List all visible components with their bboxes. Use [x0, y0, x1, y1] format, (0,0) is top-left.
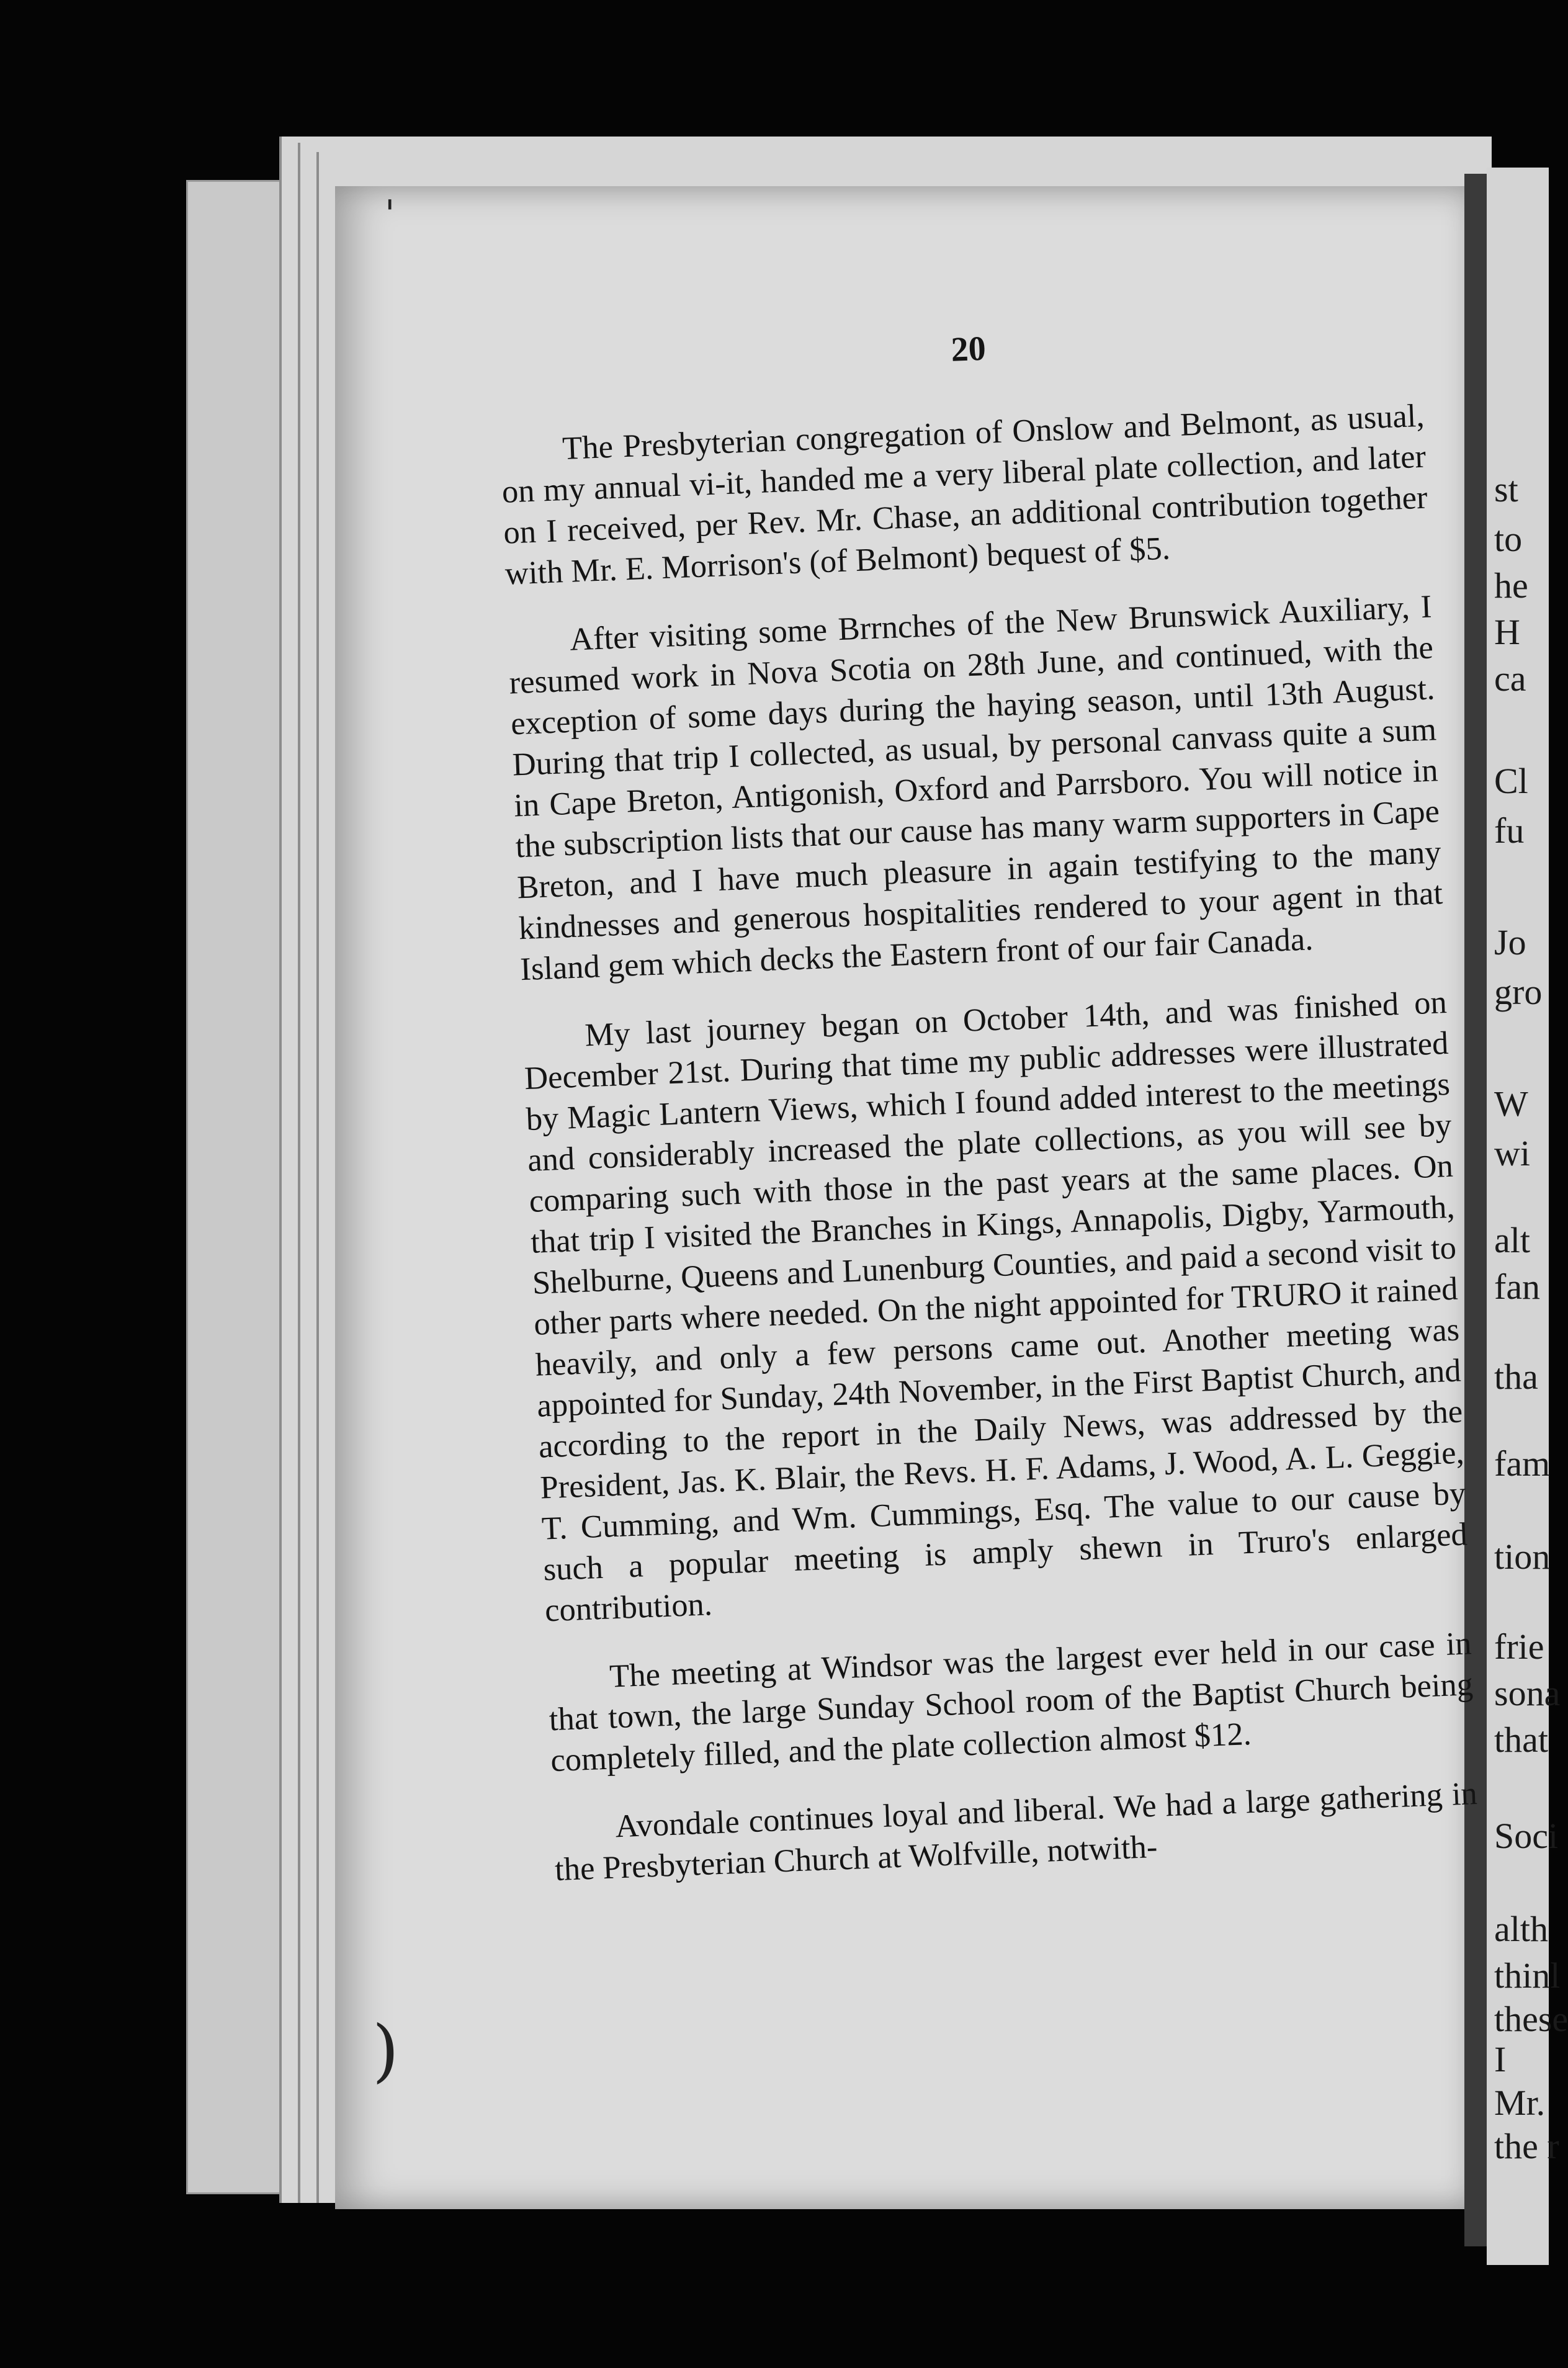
facing-page-fragment: fan [1494, 1267, 1541, 1307]
facing-page-fragment: fu [1494, 810, 1525, 851]
facing-page-fragment: gro [1494, 972, 1543, 1012]
facing-page-fragment: Cl [1494, 761, 1528, 801]
paragraph: Avondale continues loyal and liberal. We had a large gathering in the Presbyterian Church at Wolfville, notwith- [554, 1775, 1478, 1888]
facing-page-fragment: ca [1494, 658, 1526, 699]
ink-mark: ) [372, 2011, 399, 2090]
facing-page-fragment: tha [1494, 1357, 1538, 1397]
facing-page-fragment: he [1494, 565, 1528, 606]
facing-page-fragment: frie [1494, 1626, 1544, 1667]
facing-page-fragment: these [1494, 1999, 1568, 2039]
paragraph: After visiting some Brrnches of the New Brunswick Auxiliary, I resumed work in Nova Scotia on 28th June, and continued, with the exception of some days during the haying season, until 13th August. During that trip I collected, as usual, by personal canvass quite a sum in Cape Breton, Antigonish, Oxford and Parrsboro. You will notice in the subscription lists that our cause has many warm supporters in Cape Breton, and I have much pleasure in again testifying to the many kindnesses and generous hospitalities rendered to your agent in that Island gem which decks the Eastern front of our fair Canada. [508, 588, 1443, 988]
facing-page-fragment: Jo [1494, 922, 1526, 962]
facing-page-fragment: st [1494, 469, 1518, 509]
facing-page-fragment: that [1494, 1720, 1548, 1760]
facing-page-fragment: the r [1494, 2126, 1559, 2166]
book-gutter [1464, 174, 1487, 2246]
facing-page-fragment: tion [1494, 1536, 1551, 1577]
page-text [496, 312, 1481, 1917]
facing-page [1487, 168, 1568, 2265]
facing-page-fragment: fam [1494, 1443, 1551, 1484]
facing-page-fragment: Mr. [1494, 2083, 1546, 2123]
facing-page-fragment: Soci [1494, 1816, 1559, 1856]
page-number: 20 [950, 329, 987, 369]
facing-page-fragment: alt [1494, 1220, 1530, 1260]
paragraph: The meeting at Windsor was the largest ever held in our case in that town, the large Sunday School room of the Baptist Church being completely filled, and the plate collection almost $12. [548, 1625, 1474, 1779]
facing-page-fragment: wi [1494, 1133, 1530, 1173]
paragraph: My last journey began on October 14th, and was finished on December 21st. During that time my public addresses were illustrated by Magic Lantern Views, which I found added interest to the meetings and considerably increased the plate collections, as you will see by comparing such with those in the past years at the same places. On that trip I visited the Branches in Kings, Annapolis, Digby, Yarmouth, Shelburne, Queens and Lunenburg Counties, and paid a second visit to other parts where needed. On the night appointed for TRURO it rained heavily, and only a few persons came out. Another meeting was appointed for Sunday, 24th November, in the First Baptist Church, and according to the report in the Daily News, was addressed by the President, Jas. K. Blair, the Revs. H. F. Adams, J. Wood, A. L. Geggie, T. Cumming, and Wm. Cummings, Esq. The value to our cause by such a popular meeting is amply shewn in Truro's enlarged contribution. [524, 984, 1468, 1629]
facing-page-fragment: thinl [1494, 1955, 1561, 1996]
facing-page-fragment: I [1494, 2039, 1507, 2079]
paragraph: The Presbyterian congregation of Onslow and Belmont, as usual, on my annual vi-it, handed me a very liberal plate collection, and later on I received, per Rev. Mr. Chase, an additional contribution together with Mr. E. Morrison's (of Belmont) bequest of $5. [501, 397, 1428, 592]
facing-page-fragment: to [1494, 519, 1523, 559]
facing-page-fragment: H [1494, 612, 1520, 652]
facing-page-fragment: sona [1494, 1673, 1561, 1713]
facing-page-fragment: W [1494, 1083, 1528, 1124]
ink-mark: ' [385, 192, 395, 236]
facing-page-fragment: alth [1494, 1909, 1548, 1949]
